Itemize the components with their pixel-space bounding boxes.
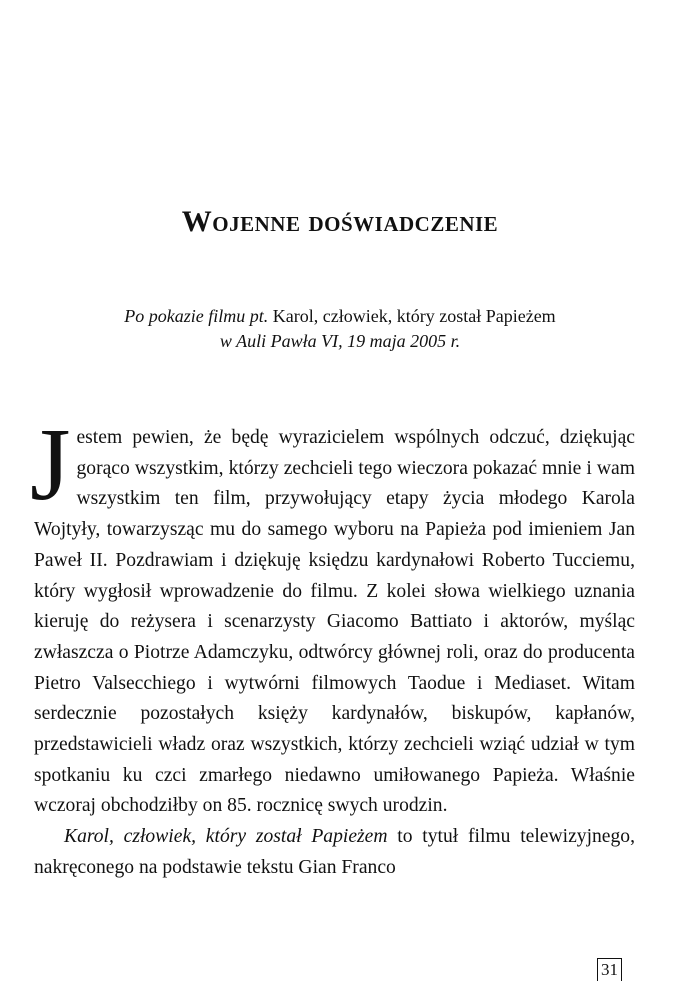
drop-cap: J [30, 407, 71, 522]
subtitle-venue-date: w Auli Pawła VI, 19 maja 2005 r. [219, 331, 461, 351]
paragraph-2-film-title: Karol, człowiek, który został Papieżem [64, 826, 388, 848]
body-text [30, 407, 635, 884]
paragraph-1 [30, 407, 635, 822]
paragraph-2-text: to tytuł filmu telewizyjnego, nakręconego na podstawie tekstu Gian Franco [34, 826, 635, 878]
subtitle-film-title: Karol, człowiek, który został Papieżem [268, 306, 556, 326]
chapter-subtitle [40, 304, 640, 354]
page-number: 31 [597, 958, 622, 981]
paragraph-2 [34, 822, 635, 883]
chapter-title: Wojenne doświadczenie [181, 205, 499, 238]
subtitle-intro: Po pokazie filmu pt. [124, 306, 269, 326]
paragraph-1-text: estem pewien, że będę wyrazicielem wspólnych odczuć, dziękując gorąco wszystkim, którzy zechcieli tego wieczora pokazać mnie i wam wszystkim ten film, przywołujący etapy życia młodego Karola Wojtyły, towarzysząc mu do samego wyboru na Papieża pod imieniem Jan Paweł II. Pozdrawiam i dziękuję księdzu kardynałowi Roberto Tucciemu, który wygłosił wprowadzenie do filmu. Z kolei słowa wielkiego uznania kieruję do reżysera i scenarzysty Giacomo Battiato i aktorów, myśląc zwłaszcza o Piotrze Adamczyku, odtwórcy głównej roli, oraz do producenta Pietro Valsecchiego i wytwórni filmowych Taodue i Mediaset. Witam serdecznie pozostałych księży kardynałów, biskupów, kapłanów, przedstawicieli władz oraz wszystkich, którzy zechcieli wziąć udział w tym spotkaniu ku czci zmarłego niedawno umiłowanego Papieża. Właśnie wczoraj obchodziłby on 85. rocznicę swych urodzin. [34, 427, 635, 817]
